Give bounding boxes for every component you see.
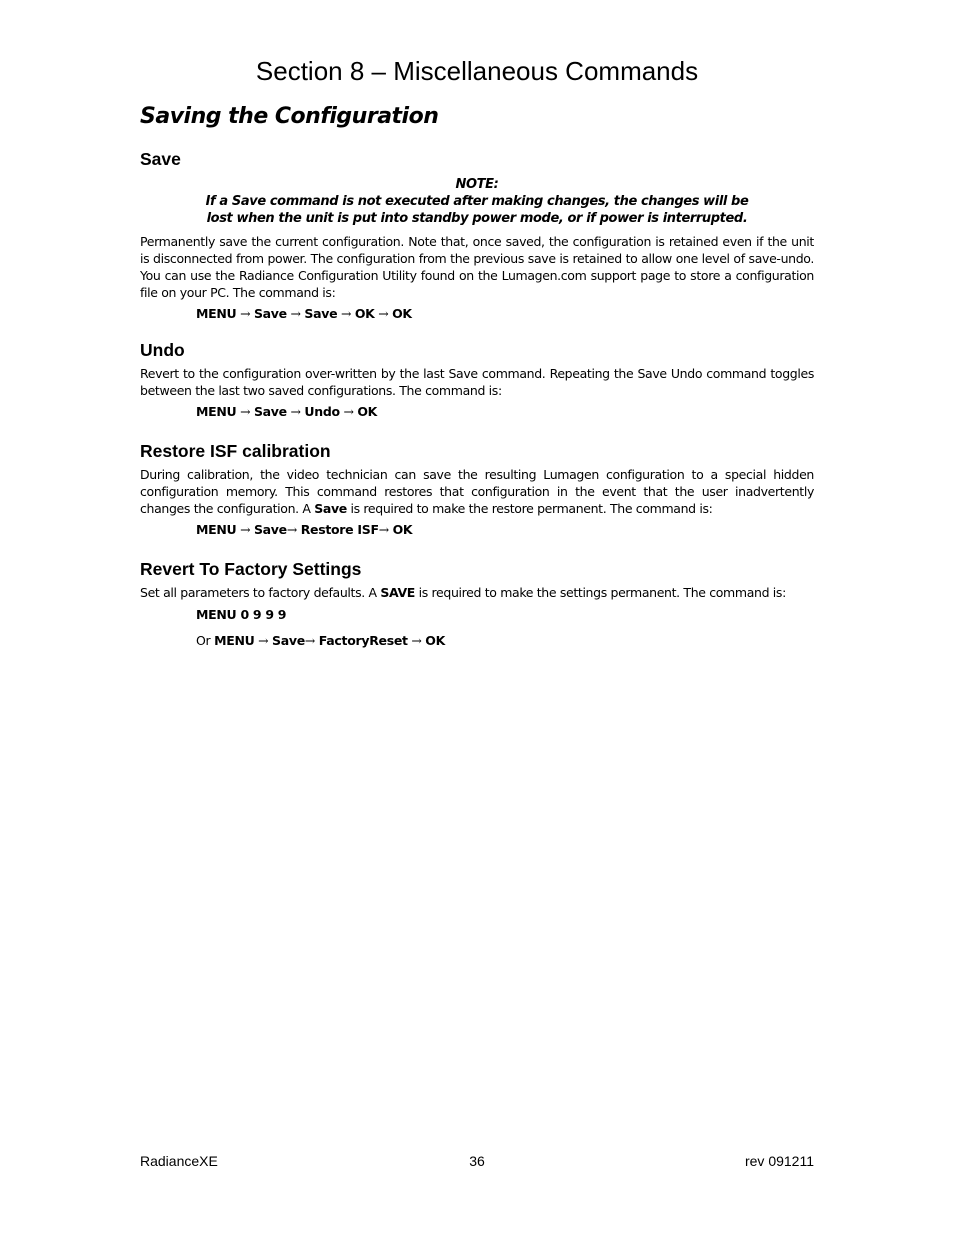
arrow-icon: → <box>340 306 352 321</box>
arrow-icon: → <box>286 522 298 537</box>
arrow-icon: → <box>378 522 389 537</box>
footer-product: RadianceXE <box>140 1153 218 1169</box>
factory-body-text: Set all parameters to factory defaults. A <box>140 585 381 600</box>
restore-body-text: During calibration, the video technician can save the resulting Lumagen configuration to a special hidden configuration memory. This command restores that configuration in the event that the user inadvertently changes the configuration. A <box>140 467 814 516</box>
cmd-step: Save <box>272 633 305 648</box>
factory-command-1 <box>196 606 814 623</box>
cmd-step: MENU <box>196 522 237 537</box>
undo-heading: Undo <box>140 340 185 360</box>
footer-page-number: 36 <box>469 1153 485 1169</box>
cmd-step: Save <box>304 306 338 321</box>
restore-heading: Restore ISF calibration <box>140 441 331 461</box>
arrow-icon: → <box>304 633 316 648</box>
cmd-step: OK <box>357 404 378 419</box>
factory-body-text-end: is required to make the settings permanent. The command is: <box>415 585 786 600</box>
factory-body <box>140 584 800 601</box>
note-line-2: lost when the unit is put into standby power mode, or if power is interrupted. <box>206 211 748 226</box>
arrow-icon: → <box>290 306 301 321</box>
arrow-icon: → <box>290 404 301 419</box>
arrow-icon: → <box>240 306 251 321</box>
arrow-icon: → <box>378 306 389 321</box>
restore-body-bold: Save <box>314 501 347 516</box>
cmd-step: Save <box>253 522 287 537</box>
save-body: Permanently save the current configuration. Note that, once saved, the configuration is retained even if the unit is disconnected from power. The configuration from the previous save is retained to allow one level of save-undo. You can use the Radiance Configuration Utility found on the Lumagen.com support page to store a configuration file on your PC. The command is: <box>140 234 814 300</box>
or-label: Or <box>196 633 211 648</box>
cmd-step: OK <box>392 306 412 321</box>
note-line-1: If a Save command is not executed after making changes, the changes will be <box>205 194 749 209</box>
section-title: Section 8 – Miscellaneous Commands <box>255 56 699 86</box>
cmd-step: OK <box>392 522 413 537</box>
restore-body-text-end: is required to make the restore permanent. The command is: <box>346 501 713 516</box>
undo-command <box>196 403 814 420</box>
cmd-step: MENU <box>214 633 255 648</box>
page-heading: Saving the Configuration <box>140 104 439 129</box>
cmd-step: Save <box>253 404 287 419</box>
arrow-icon: → <box>240 404 251 419</box>
cmd-step: FactoryReset <box>318 633 408 648</box>
cmd-step: Undo <box>304 404 340 419</box>
note-label: NOTE: <box>455 177 499 192</box>
footer-revision: rev 091211 <box>744 1153 814 1169</box>
arrow-icon: → <box>411 633 422 648</box>
arrow-icon: → <box>240 522 251 537</box>
cmd-step: MENU <box>196 404 237 419</box>
factory-command-2 <box>196 632 814 649</box>
restore-command <box>196 521 814 538</box>
cmd-step: OK <box>354 306 375 321</box>
undo-body: Revert to the configuration over-written by the last Save command. Repeating the Save Undo command toggles between the last two saved configurations. The command is: <box>140 366 814 398</box>
cmd-step: OK <box>425 633 445 648</box>
save-command <box>196 305 814 322</box>
cmd-step: Restore ISF <box>300 522 379 537</box>
arrow-icon: → <box>343 404 354 419</box>
factory-heading: Revert To Factory Settings <box>140 559 362 579</box>
manual-page <box>140 0 814 1235</box>
arrow-icon: → <box>258 633 269 648</box>
restore-body <box>140 466 814 517</box>
save-heading: Save <box>140 149 181 169</box>
page-content <box>140 148 814 649</box>
cmd-step: MENU 0 9 9 9 <box>196 607 287 622</box>
cmd-step: Save <box>253 306 287 321</box>
factory-body-bold: SAVE <box>380 585 415 600</box>
cmd-step: MENU <box>196 306 237 321</box>
save-note <box>140 176 814 227</box>
